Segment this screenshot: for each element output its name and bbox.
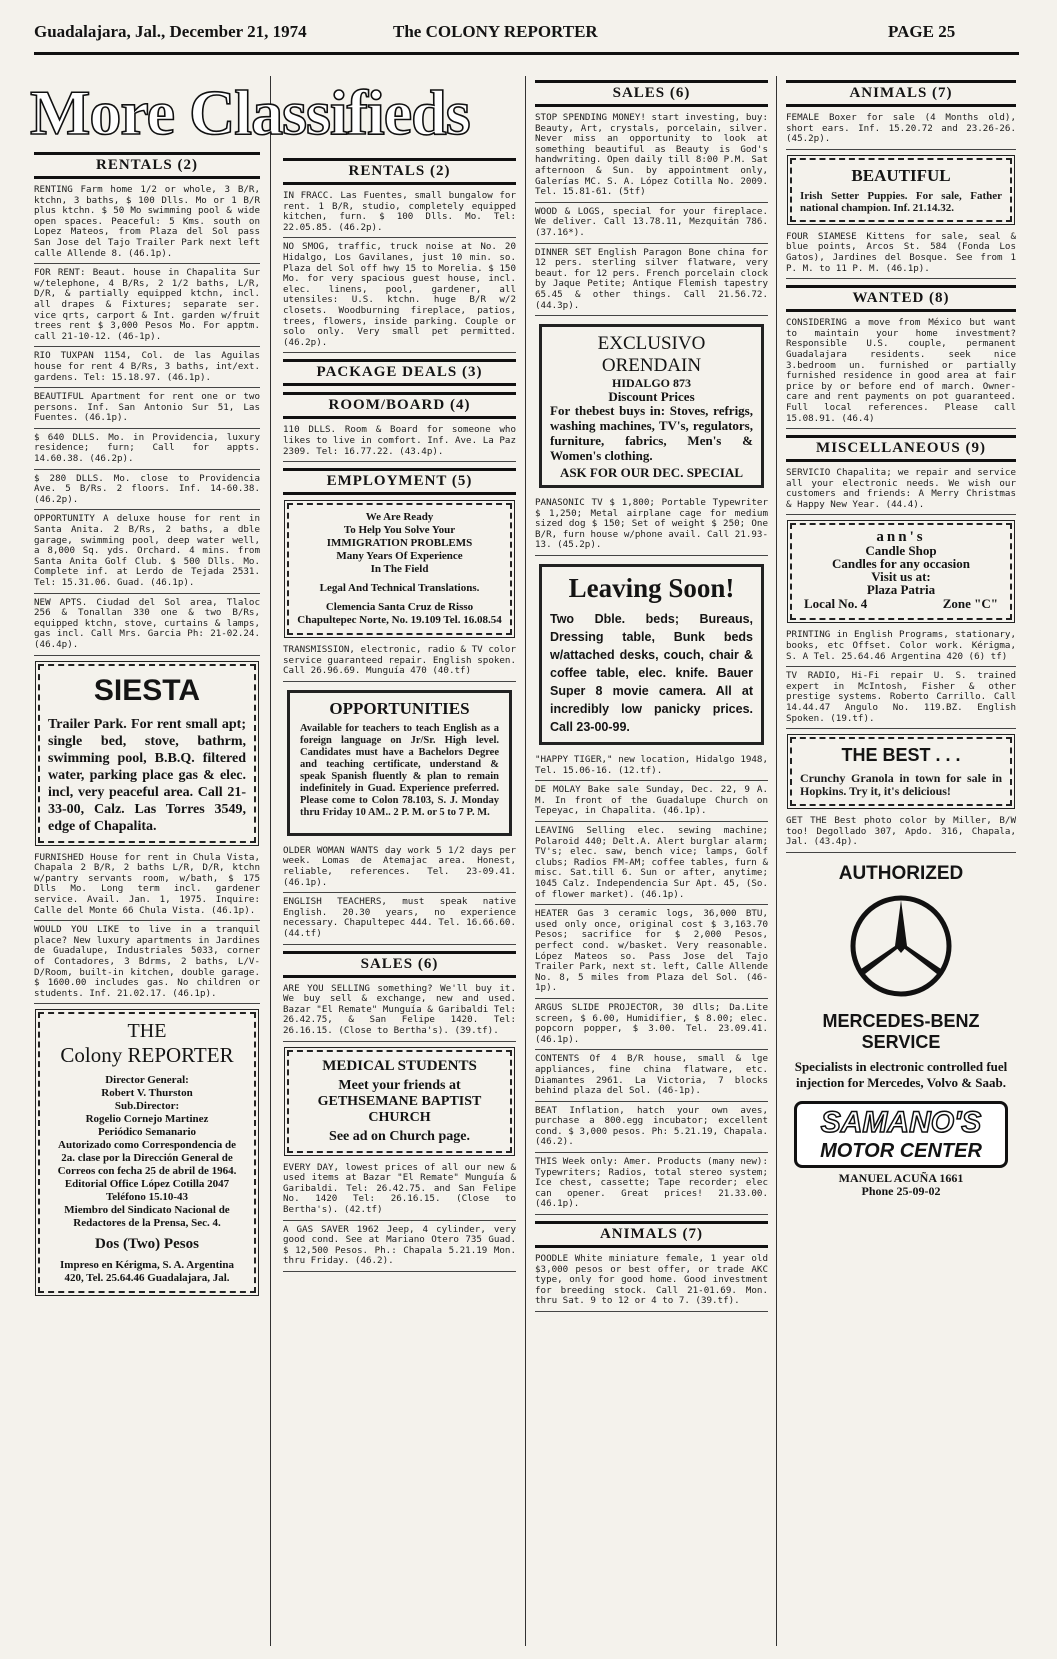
- orendain-l1: EXCLUSIVO: [597, 333, 706, 355]
- classified-ad: A GAS SAVER 1962 Jeep, 4 cylinder, very good cond. See at Mariano Otero 735 Guad. $ 12,500 Pesos. Ph.: Chapala 5.21.19 Mon. thru Friday. (46.2).: [283, 1225, 516, 1272]
- classified-ad: DE MOLAY Bake sale Sunday, Dec. 22, 9 A. M. In front of the Guadalupe Church on Tepeyac, in Chapalita. (46.1p).: [535, 785, 768, 822]
- anns-l2: Candles for any occasion: [831, 556, 971, 572]
- mercedes-brand: MERCEDES-BENZ: [822, 1011, 980, 1031]
- anns-name: ann's: [876, 529, 926, 546]
- colophon-printer: Impreso en Kérigma, S. A. Argentina 420, Tel. 25.64.46 Guadalajara, Jal.: [60, 1259, 234, 1285]
- mercedes-authorized: AUTHORIZED: [838, 863, 964, 884]
- the-best-ad: [790, 737, 1012, 806]
- colophon-line: Director General:: [105, 1074, 189, 1087]
- section-header: PACKAGE DEALS (3): [283, 359, 516, 386]
- classified-ad: "HAPPY TIGER," new location, Hidalgo 1948, Tel. 15.06-16. (12.tf).: [535, 755, 768, 781]
- siesta-ad: [38, 664, 256, 843]
- classified-ad: FEMALE Boxer for sale (4 Months old), short ears. Inf. 15.20.72 and 23.26-26. (45.2p).: [786, 113, 1016, 150]
- anns-candle-ad: [790, 523, 1012, 620]
- orendain-l4: Discount Prices: [608, 389, 695, 405]
- medical-body: Meet your friends at GETHSEMANE BAPTIST CHURCH: [317, 1077, 482, 1125]
- classified-ad: FOR RENT: Beaut. house in Chapalita Sur w/telephone, 4 B/Rs, 2 1/2 baths, L/R, D/R, & partially equipped ktchn, incl. all drapes & Fixtures; separate ser. vice qrts, carport & Int. garden w/fruit trees rent $ 3,000 Pesos Mo. For apptm. call 21-10-12. (46-1p).: [34, 268, 260, 347]
- immig-line: IMMIGRATION PROBLEMS: [326, 537, 473, 550]
- classified-ad: OLDER WOMAN WANTS day work 5 1/2 days per week. Lomas de Atemajac area. Honest, reliable, references. Tel. 23-09.41. (46.1p).: [283, 846, 516, 893]
- colophon-line: Robert V. Thurston: [101, 1087, 193, 1100]
- samanos-logo-name: SAMANO'S: [820, 1106, 982, 1139]
- column-2: [283, 76, 516, 1276]
- immig-sub: Legal And Technical Translations.: [319, 582, 480, 595]
- place-date: Guadalajara, Jal., December 21, 1974: [34, 22, 307, 41]
- section-header: RENTALS (2): [34, 152, 260, 179]
- classified-ad: THIS Week only: Amer. Products (many new): Typewriters; Radios, total stereo system; Ice chest, cassette; Tape recorder; elec can opener. Great prices! 21.33.00. (46.1p).: [535, 1157, 768, 1215]
- classified-ad: WOOD & LOGS, special for your fireplace. We deliver. Call 13.78.11, Mezquitán 786. (37.16*).: [535, 207, 768, 244]
- medical-foot: See ad on Church page.: [329, 1128, 470, 1144]
- classified-ad: IN FRACC. Las Fuentes, small bungalow for rent. 1 B/R, studio, completely equipped kitchen, furn. $ 100 Dlls. Mo. Tel: 22.05.85. (46.2p).: [283, 191, 516, 238]
- classified-ad: PANASONIC TV $ 1,800; Portable Typewriter $ 1,250; Metal airplane cage for medium sized dog $ 150; Set of weight $ 250; One B/R, furn house w/phone avail. Call 21.93-13. (45.2p).: [535, 498, 768, 556]
- mercedes-body: Specialists in electronic controlled fuel injection for Mercedes, Volvo & Saab.: [794, 1059, 1008, 1090]
- classified-ad: NO SMOG, traffic, truck noise at No. 20 Hidalgo, Los Gavilanes, just 10 min. so. Plaza del Sol off hwy 15 to Morelia. $ 150 Mo. for very spacious guest house, incl. elec. linens, pool, gardener, all utensiles: U.S. ktchn. huge B/R w/2 closets. Woodburning fireplace, patios, trees, flowers, inside parking. Couple or solo only. Very small pet permitted. (46.2p).: [283, 242, 516, 353]
- section-header: SALES (6): [535, 80, 768, 107]
- page-title: More Classifieds: [30, 77, 470, 148]
- classified-ad: RIO TUXPAN 1154, Col. de las Aguilas house for rent 4 B/Rs, 3 baths, int/ext. gardens. Tel: 15.18.97. (46.1p).: [34, 351, 260, 388]
- anns-l1: Candle Shop: [865, 543, 937, 559]
- classified-ad: GET THE Best photo color by Miller, B/W too! Degollado 307, Apdo. 316, Chapala, Jal. (43.4p).: [786, 816, 1016, 853]
- section-header: EMPLOYMENT (5): [283, 468, 516, 495]
- classified-ad: TV RADIO, Hi-Fi repair U. S. trained expert in McIntosh, Fisher & other prestige systems. Roberto Carrillo. Call 14.44.47 Angulo No. 119.BZ. English Spoken. (19.tf).: [786, 671, 1016, 729]
- beautiful-ad: [790, 158, 1012, 222]
- classified-ad: LEAVING Selling elec. sewing machine; Polaroid 440; Delt.A. Alert burglar alarm; TV's; elec. saw, bench vice; lamps, Golf clubs; Radios FM-AM; coffee tables, furn & misc. Sat.till 6. Sun or after, anytime; 1045 Calz. Independencia Sur Apt. 45, (So. of flower market). (46.1p).: [535, 826, 768, 905]
- section-header: SALES (6): [283, 951, 516, 978]
- masthead: [0, 22, 1057, 46]
- colophon-line: Editorial Office López Cotilla 2047: [64, 1178, 230, 1191]
- classified-ad: PRINTING in English Programs, stationary, books, etc Offset. Color work. Kérigma, S. A Tel. 25.64.46 Argentina 420 (6) tf): [786, 630, 1016, 667]
- colophon-line: Sub.Director:: [114, 1100, 180, 1113]
- classified-ad: STOP SPENDING MONEY! start investing, buy: Beauty, Art, crystals, porcelain, silver. Never miss an opportunity to look at something beautiful as Beauty is God's handwriting. Open daily till 8:00 P.M. Sat afternoon & Sun. by appointment only, Galerías MC. S. A. López Cotilla No. 2009. Tel. 15.81-61. (5tf): [535, 113, 768, 203]
- anns-l4: Plaza Patria: [866, 582, 936, 598]
- classified-ad: HEATER Gas 3 ceramic logs, 36,000 BTU, used only once, original cost $ 3,163.70 Pesos; sacrifice for $ 2,000 Pesos, perfect cond. w/basket. Very reasonable. López Mateos so. Pass Jose del Tajo Trailer Park, next st. left, Calle Allende No. 8, 5 miles from Plaza del Sol. (46-1p).: [535, 909, 768, 999]
- classified-ad: ARGUS SLIDE PROJECTOR, 30 dlls; Da.Lite screen, $ 6.00, Humidifier, $ 8.00; elec. popcorn popper, $ 3.00. Tel. 23.09.41. (46.1p).: [535, 1003, 768, 1050]
- immigration-ad: [287, 503, 512, 635]
- opportunities-ad: [287, 690, 512, 836]
- orendain-l3: HIDALGO 873: [611, 376, 691, 391]
- classified-ad: FURNISHED House for rent in Chula Vista, Chapala 2 B/R, 2 baths L/R, D/R, ktchn w/pantry servants room, w/bath, $ 175 Dlls Mo. Long term incl. gardener service. Avail. Jan. 1, 1975. Inquire: Calle del Monte 66 Chula Vista. (46.1p).: [34, 853, 260, 922]
- classified-ad: BEAT Inflation, hatch your own aves, purchase a 800.egg incubator; excellent cond. $ 3,000 pesos. Ph: 5.21.19, Chapala. (46.2).: [535, 1106, 768, 1153]
- colophon-line: Teléfono 15.10-43: [105, 1191, 189, 1204]
- classified-ad: TRANSMISSION, electronic, radio & TV color service guaranteed repair. English spoken. Call 26.96.69. Munguía 470 (40.tf): [283, 645, 516, 682]
- classified-ad: $ 640 DLLS. Mo. in Providencia, luxury residence; furn; Call for appts. 14.60.38. (46.2p).: [34, 433, 260, 470]
- classified-ad: NEW APTS. Ciudad del Sol area, Tlaloc 256 & Tonallan 330 one & two B/Rs, equipped ktchn, stove, curtains & lamps, gas incl. Call Mrs. Garcia Ph: 21-02.24. (46.4p).: [34, 598, 260, 656]
- mercedes-phone: Phone 25-09-02: [861, 1184, 941, 1198]
- classified-ad: 110 DLLS. Room & Board for someone who likes to live in comfort. Inf. Ave. La Paz 2309. Tel: 16.77.22. (43.4p).: [283, 425, 516, 462]
- column-rule: [776, 76, 777, 1646]
- beautiful-title: BEAUTIFUL: [851, 165, 951, 185]
- samanos-logo-sub: MOTOR CENTER: [820, 1140, 982, 1162]
- classified-ad: RENTING Farm home 1/2 or whole, 3 B/R, ktchn, 3 baths, $ 100 Dlls. Mo or 1 B/R plus ktchn. $ 50 Mo swimming pool & wide open spaces. Peaceful: 5 Kms. south on Lopez Mateos, from Plaza del Sol pass San Jose del Tajo Trailer Park next left calle Allende 8. (46.1p).: [34, 185, 260, 264]
- classified-ad: $ 280 DLLS. Mo. close to Providencia Ave. 5 B/Rs. 2 floors. Inf. 14-60.38. (46.2p).: [34, 474, 260, 511]
- colophon-the: THE: [127, 1020, 167, 1043]
- classified-ad: FOUR SIAMESE Kittens for sale, seal & blue points, Arcos St. 584 (Fonda Los Gatos), Jardines del Bosque. See from 1 P. M. to 11 P. M. (46.1p).: [786, 232, 1016, 279]
- orendain-body: For thebest buys in: Stoves, refrigs, washing machines, TV's, regulators, furniture, fabrics, Men's & Women's clothing.: [550, 403, 753, 464]
- immig-line: Many Years Of Experience: [336, 550, 463, 563]
- orendain-l5: ASK FOR OUR DEC. SPECIAL: [559, 465, 744, 481]
- orendain-l2: ORENDAIN: [601, 355, 702, 377]
- best-title: THE BEST . . .: [841, 745, 961, 766]
- masthead-rule: [34, 52, 1019, 55]
- opps-body: Available for teachers to teach English as a foreign language on Jr/Sr. High level. Candidates must have a Bachelors Degree and teaching certificate, understand & speak Spanish fluently & plan to remain indefinitely in Guad. Experience preferred. Please come to Colon 78.103, S. J. Monday thru Friday 10 AM.. 2 P. M. or 5 to 7 P. M.: [300, 722, 499, 818]
- classified-ad: EVERY DAY, lowest prices of all our new & used items at Bazar "El Remate" Munguía & Garibaldi. Tel: 26.42.75. and San Felipe No. 1420 Tel: 26.16.15. (Close to Bertha's). (42.tf): [283, 1163, 516, 1221]
- classified-ad: BEAUTIFUL Apartment for rent one or two persons. Inf. San Antonio Sur 51, Las Fuentes. (46.1p).: [34, 392, 260, 429]
- colophon-line: Autorizado como Correspondencia de 2a. clase por la Dirección General de Correos con fecha 25 de abril de 1964.: [57, 1139, 237, 1178]
- column-rule: [270, 76, 271, 1646]
- column-3: [535, 76, 768, 1316]
- siesta-body: Trailer Park. For rent small apt; single bed, stove, bathrm, swimming pool, B.B.Q. filtered water, parking place gas & elec. incl, very peaceful area. Call 21-33-00, Calz. Las Torres 3549, edge of Chapalita.: [48, 716, 246, 834]
- classified-ad: DINNER SET English Paragon Bone china for 12 pers. sterling silver flatware, very beaut. for 12 pers. French porcelain clock by Jaque Petite; Antique Flemish tapestry 65.45 & other things. Call 21.56.72. (44.3p).: [535, 248, 768, 317]
- anns-l3: Visit us at:: [871, 569, 931, 585]
- leaving-body: Two Dble. beds; Bureaus, Dressing table, Bunk beds w/attached desks, couch, chair & coffee table, elec. knife. Bauer Super 8 movie camera. All at incredibly low panicky prices. Call 23-00-99.: [550, 612, 753, 735]
- medical-students-ad: [287, 1050, 512, 1153]
- colophon-line: Rogelio Cornejo Martinez: [85, 1113, 209, 1126]
- colophon-line: Miembro del Sindicato Nacional de Redactores de la Prensa, Sec. 4.: [64, 1204, 230, 1230]
- mercedes-ad: [786, 863, 1016, 1198]
- column-rule: [525, 76, 526, 1646]
- medical-title: MEDICAL STUDENTS: [322, 1057, 477, 1074]
- leaving-soon-ad: [539, 564, 764, 745]
- classified-ad: ENGLISH TEACHERS, must speak native English. 20.30 years, no experience necessary. Chapultepec 444. Tel. 16.66.60. (44.tf): [283, 897, 516, 944]
- section-header: WANTED (8): [786, 285, 1016, 312]
- colophon-line: Periódico Semanario: [97, 1126, 197, 1139]
- classified-ad: ARE YOU SELLING something? We'll buy it. We buy sell & exchange, new and used. Bazar "El Remate" Munguía & Garibaldi Tel: 26.42.75, & San Felipe 1420. Tel: 26.16.15. (Close to Bertha's). (39.tf).: [283, 984, 516, 1042]
- section-header: ROOM/BOARD (4): [283, 392, 516, 419]
- samanos-logo: [794, 1101, 1008, 1168]
- classified-ad: SERVICIO Chapalita; we repair and service all your electronic needs. We wish our customers and friends: A Merry Christmas & Happy New Year. (44.4).: [786, 468, 1016, 515]
- column-4: [786, 76, 1016, 1198]
- immig-line: We Are Ready: [365, 511, 434, 524]
- section-header: ANIMALS (7): [535, 1221, 768, 1248]
- section-header: ANIMALS (7): [786, 80, 1016, 107]
- paper-name: The COLONY REPORTER: [393, 22, 598, 41]
- immig-line: In The Field: [370, 563, 429, 576]
- classified-ad: CONSIDERING a move from México but want to maintain your home investment? Responsible U.S. couple, permanent Guadalajara residents. seek nice 3.bedroom un. furnished or partially furnished residence in good area at fair price by or before end of march. Owner-care and rent payments on pot guaranteed. Full local references. Please call 15.08.91. (46.4): [786, 318, 1016, 429]
- mercedes-service: SERVICE: [861, 1032, 941, 1052]
- mercedes-addr: MANUEL ACUÑA 1661: [838, 1171, 964, 1185]
- siesta-title: SIESTA: [93, 673, 201, 707]
- section-header: MISCELLANEOUS (9): [786, 435, 1016, 462]
- immig-line: To Help You Solve Your: [343, 524, 456, 537]
- leaving-title: Leaving Soon!: [568, 573, 735, 604]
- classified-ad: WOULD YOU LIKE to live in a tranquil place? New luxury apartments in Jardines de Guadalupe, Industriales 5033, corner of Contadores, 3 Bdrms, 2 baths, L/V-D/Room, built-in kitchen, double garage. $ 1600.00 includes gas. No children or students. Inf. 21.02.17. (46.1p).: [34, 925, 260, 1004]
- classified-ad: POODLE White miniature female, 1 year old $3,000 pesos or best offer, or trade AKC type, only for good home. Good investment for breeding stock. Call 21-01.69. Mon. thru Sat. 9 to 12 or 4 to 7. (39.tf).: [535, 1254, 768, 1312]
- classified-ad: OPPORTUNITY A deluxe house for rent in Santa Anita. 2 B/Rs, 2 baths, a dble garage, swimming pool, deep water well, a 8,000 Sq. yds. Orchard. 4 mins. from Santa Anita Golf Club. $ 500 Dlls. Mo. Complete inf. at Lerdo de Tejada 2531. Tel: 15.31.06. Guad. (46.1p).: [34, 514, 260, 593]
- anns-l5: Local No. 4: [804, 596, 868, 612]
- anns-l6: Zone "C": [942, 596, 998, 612]
- colophon-price: Dos (Two) Pesos: [95, 1236, 199, 1253]
- orendain-ad: [539, 324, 764, 488]
- section-header: RENTALS (2): [283, 158, 516, 185]
- beautiful-body: Irish Setter Puppies. For sale, Father national champion. Inf. 21.14.32.: [800, 189, 1002, 214]
- immig-addr: Clemencia Santa Cruz de Risso Chapultepec Norte, No. 19.109 Tel. 16.08.54: [297, 601, 502, 627]
- page-number: PAGE 25: [888, 22, 956, 41]
- best-body: Crunchy Granola in town for sale in Hopkins. Try it, it's delicious!: [800, 771, 1002, 799]
- colophon-name: Colony REPORTER: [60, 1043, 234, 1068]
- colophon: [38, 1012, 256, 1293]
- opps-title: OPPORTUNITIES: [329, 698, 470, 718]
- classified-ad: CONTENTS Of 4 B/R house, small & lge appliances, fine china flatware, etc. Diamantes 2961. La Victoria, 7 blocks behind plaza del Sol. (46-1p).: [535, 1054, 768, 1101]
- mercedes-star-icon: [846, 891, 956, 1001]
